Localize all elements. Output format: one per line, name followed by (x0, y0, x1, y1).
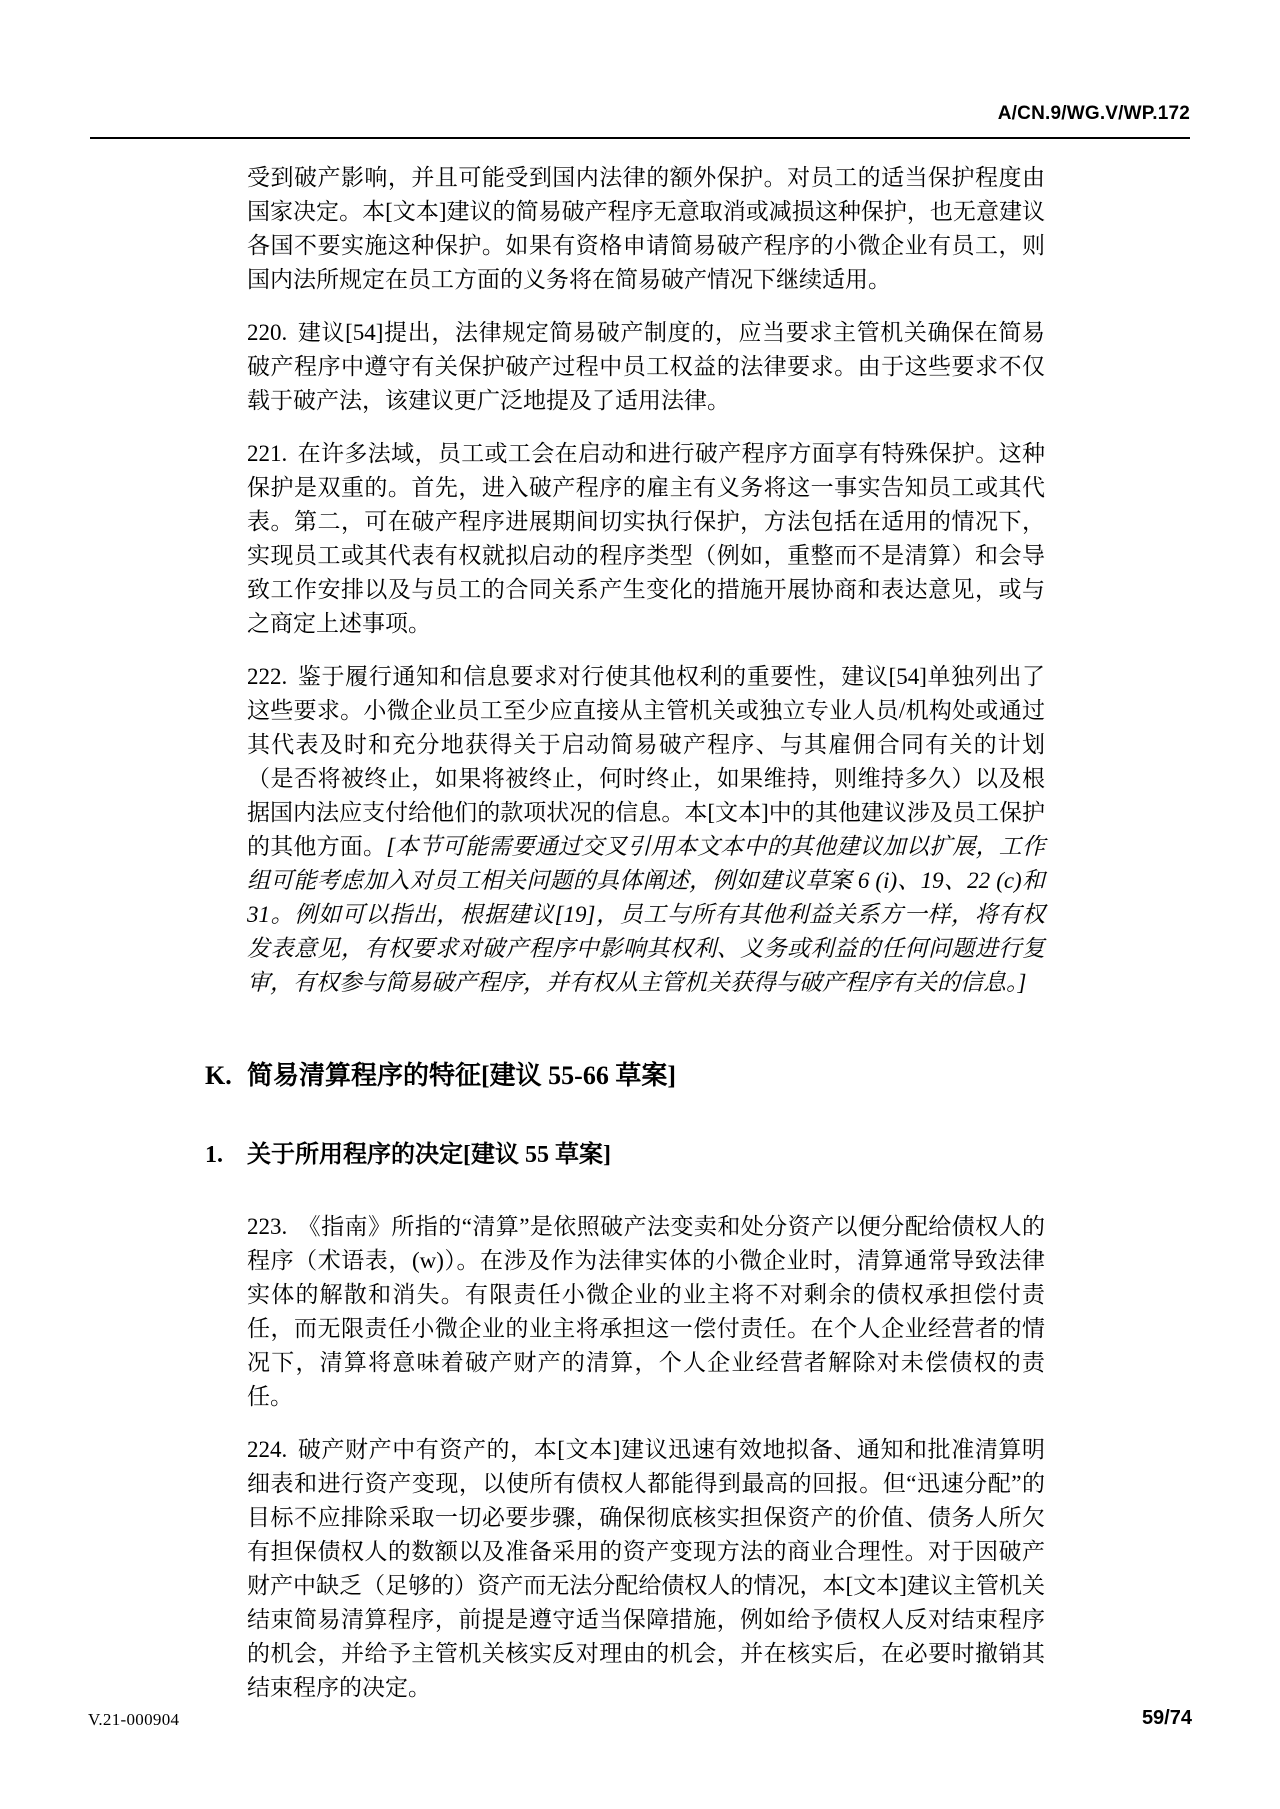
section-k-label: K. (205, 1061, 232, 1090)
footer-page-indicator: 59/74 (1141, 1707, 1192, 1729)
paragraph-run-italic: [本节可能需要通过交叉引用本文本中的其他建议加以扩展，工作组可能考虑加入对员工相关问题的具体阐述，例如建议草案 6 (i)、19、22 (c)和 31。例如可以指出，根据建议[19]，员工与所有其他利益关系方一样，将有权发表意见，有权要求对破产程序中影响其权利、义务或利益的任何问题进行复审，有权参与简易破产程序，并有权从主管机关获得与破产程序有关的信息。] (247, 834, 1046, 995)
paragraph-224 (247, 1433, 1045, 1705)
paragraph-run: 破产财产中有资产的，本[文本]建议迅速有效地拟备、通知和批准清算明细表和进行资产变现，以使所有债权人都能得到最高的回报。但“迅速分配”的目标不应排除采取一切必要步骤，确保彻底核实担保资产的价值、债务人所欠有担保债权人的数额以及准备采用的资产变现方法的商业合理性。对于因破产财产中缺乏（足够的）资产而无法分配给债权人的情况，本[文本]建议主管机关结束简易清算程序，前提是遵守适当保障措施，例如给予债权人反对结束程序的机会，并给予主管机关核实反对理由的机会，并在核实后，在必要时撤销其结束程序的决定。 (247, 1437, 1045, 1700)
paragraph-222 (247, 660, 1045, 1000)
paragraph-221 (247, 437, 1045, 641)
paragraph-run: 受到破产影响，并且可能受到国内法律的额外保护。对员工的适当保护程度由国家决定。本[文本]建议的简易破产程序无意取消或减损这种保护，也无意建议各国不要实施这种保护。如果有资格申请简易破产程序的小微企业有员工，则国内法所规定在员工方面的义务将在简易破产情况下继续适用。 (247, 165, 1045, 292)
paragraph-run: 在许多法域，员工或工会在启动和进行破产程序方面享有特殊保护。这种保护是双重的。首先，进入破产程序的雇主有义务将这一事实告知员工或其代表。第二，可在破产程序进展期间切实执行保护，方法包括在适用的情况下，实现员工或其代表有权就拟启动的程序类型（例如，重整而不是清算）和会导致工作安排以及与员工的合同关系产生变化的措施开展协商和表达意见，或与之商定上述事项。 (247, 441, 1045, 636)
paragraph-number: 223. (247, 1214, 288, 1239)
header-rule (90, 137, 1190, 139)
paragraph-group-bottom (247, 1210, 1045, 1705)
paragraph-number: 224. (247, 1437, 288, 1462)
paragraph-number: 221. (247, 441, 288, 466)
paragraph-220 (247, 316, 1045, 418)
paragraph-run: 《指南》所指的“清算”是依照破产法变卖和处分资产以便分配给债权人的程序（术语表，(w)）。在涉及作为法律实体的小微企业时，清算通常导致法律实体的解散和消失。有限责任小微企业的业主将不对剩余的债权承担偿付责任，而无限责任小微企业的业主将承担这一偿付责任。在个人企业经营者的情况下，清算将意味着破产财产的清算，个人企业经营者解除对未偿债权的责任。 (247, 1214, 1045, 1409)
paragraph-number: 222. (247, 664, 288, 689)
subsection-1-title: 关于所用程序的决定[建议 55 草案] (247, 1142, 611, 1168)
subsection-1-label: 1. (205, 1142, 223, 1168)
section-k-title: 简易清算程序的特征[建议 55-66 草案] (247, 1061, 676, 1090)
subsection-1-heading (205, 1138, 611, 1172)
paragraph-run: 建议[54]提出，法律规定简易破产制度的，应当要求主管机关确保在简易破产程序中遵守有关保护破产过程中员工权益的法律要求。由于这些要求不仅载于破产法，该建议更广泛地提及了适用法律。 (247, 320, 1045, 413)
section-k-heading (205, 1058, 676, 1094)
paragraph-223 (247, 1210, 1045, 1414)
paragraph-continuation (247, 161, 1045, 297)
document-symbol: A/CN.9/WG.V/WP.172 (997, 103, 1190, 124)
footer-job-number: V.21-000904 (88, 1710, 180, 1729)
paragraph-group-top (247, 161, 1045, 1000)
paragraph-run: 鉴于履行通知和信息要求对行使其他权利的重要性，建议[54]单独列出了这些要求。小微企业员工至少应直接从主管机关或独立专业人员/机构处或通过其代表及时和充分地获得关于启动简易破产程序、与其雇佣合同有关的计划（是否将被终止，如果将被终止，何时终止，如果维持，则维持多久）以及根据国内法应支付给他们的款项状况的信息。本[文本]中的其他建议涉及员工保护的其他方面。 (247, 664, 1045, 859)
paragraph-number: 220. (247, 320, 288, 345)
